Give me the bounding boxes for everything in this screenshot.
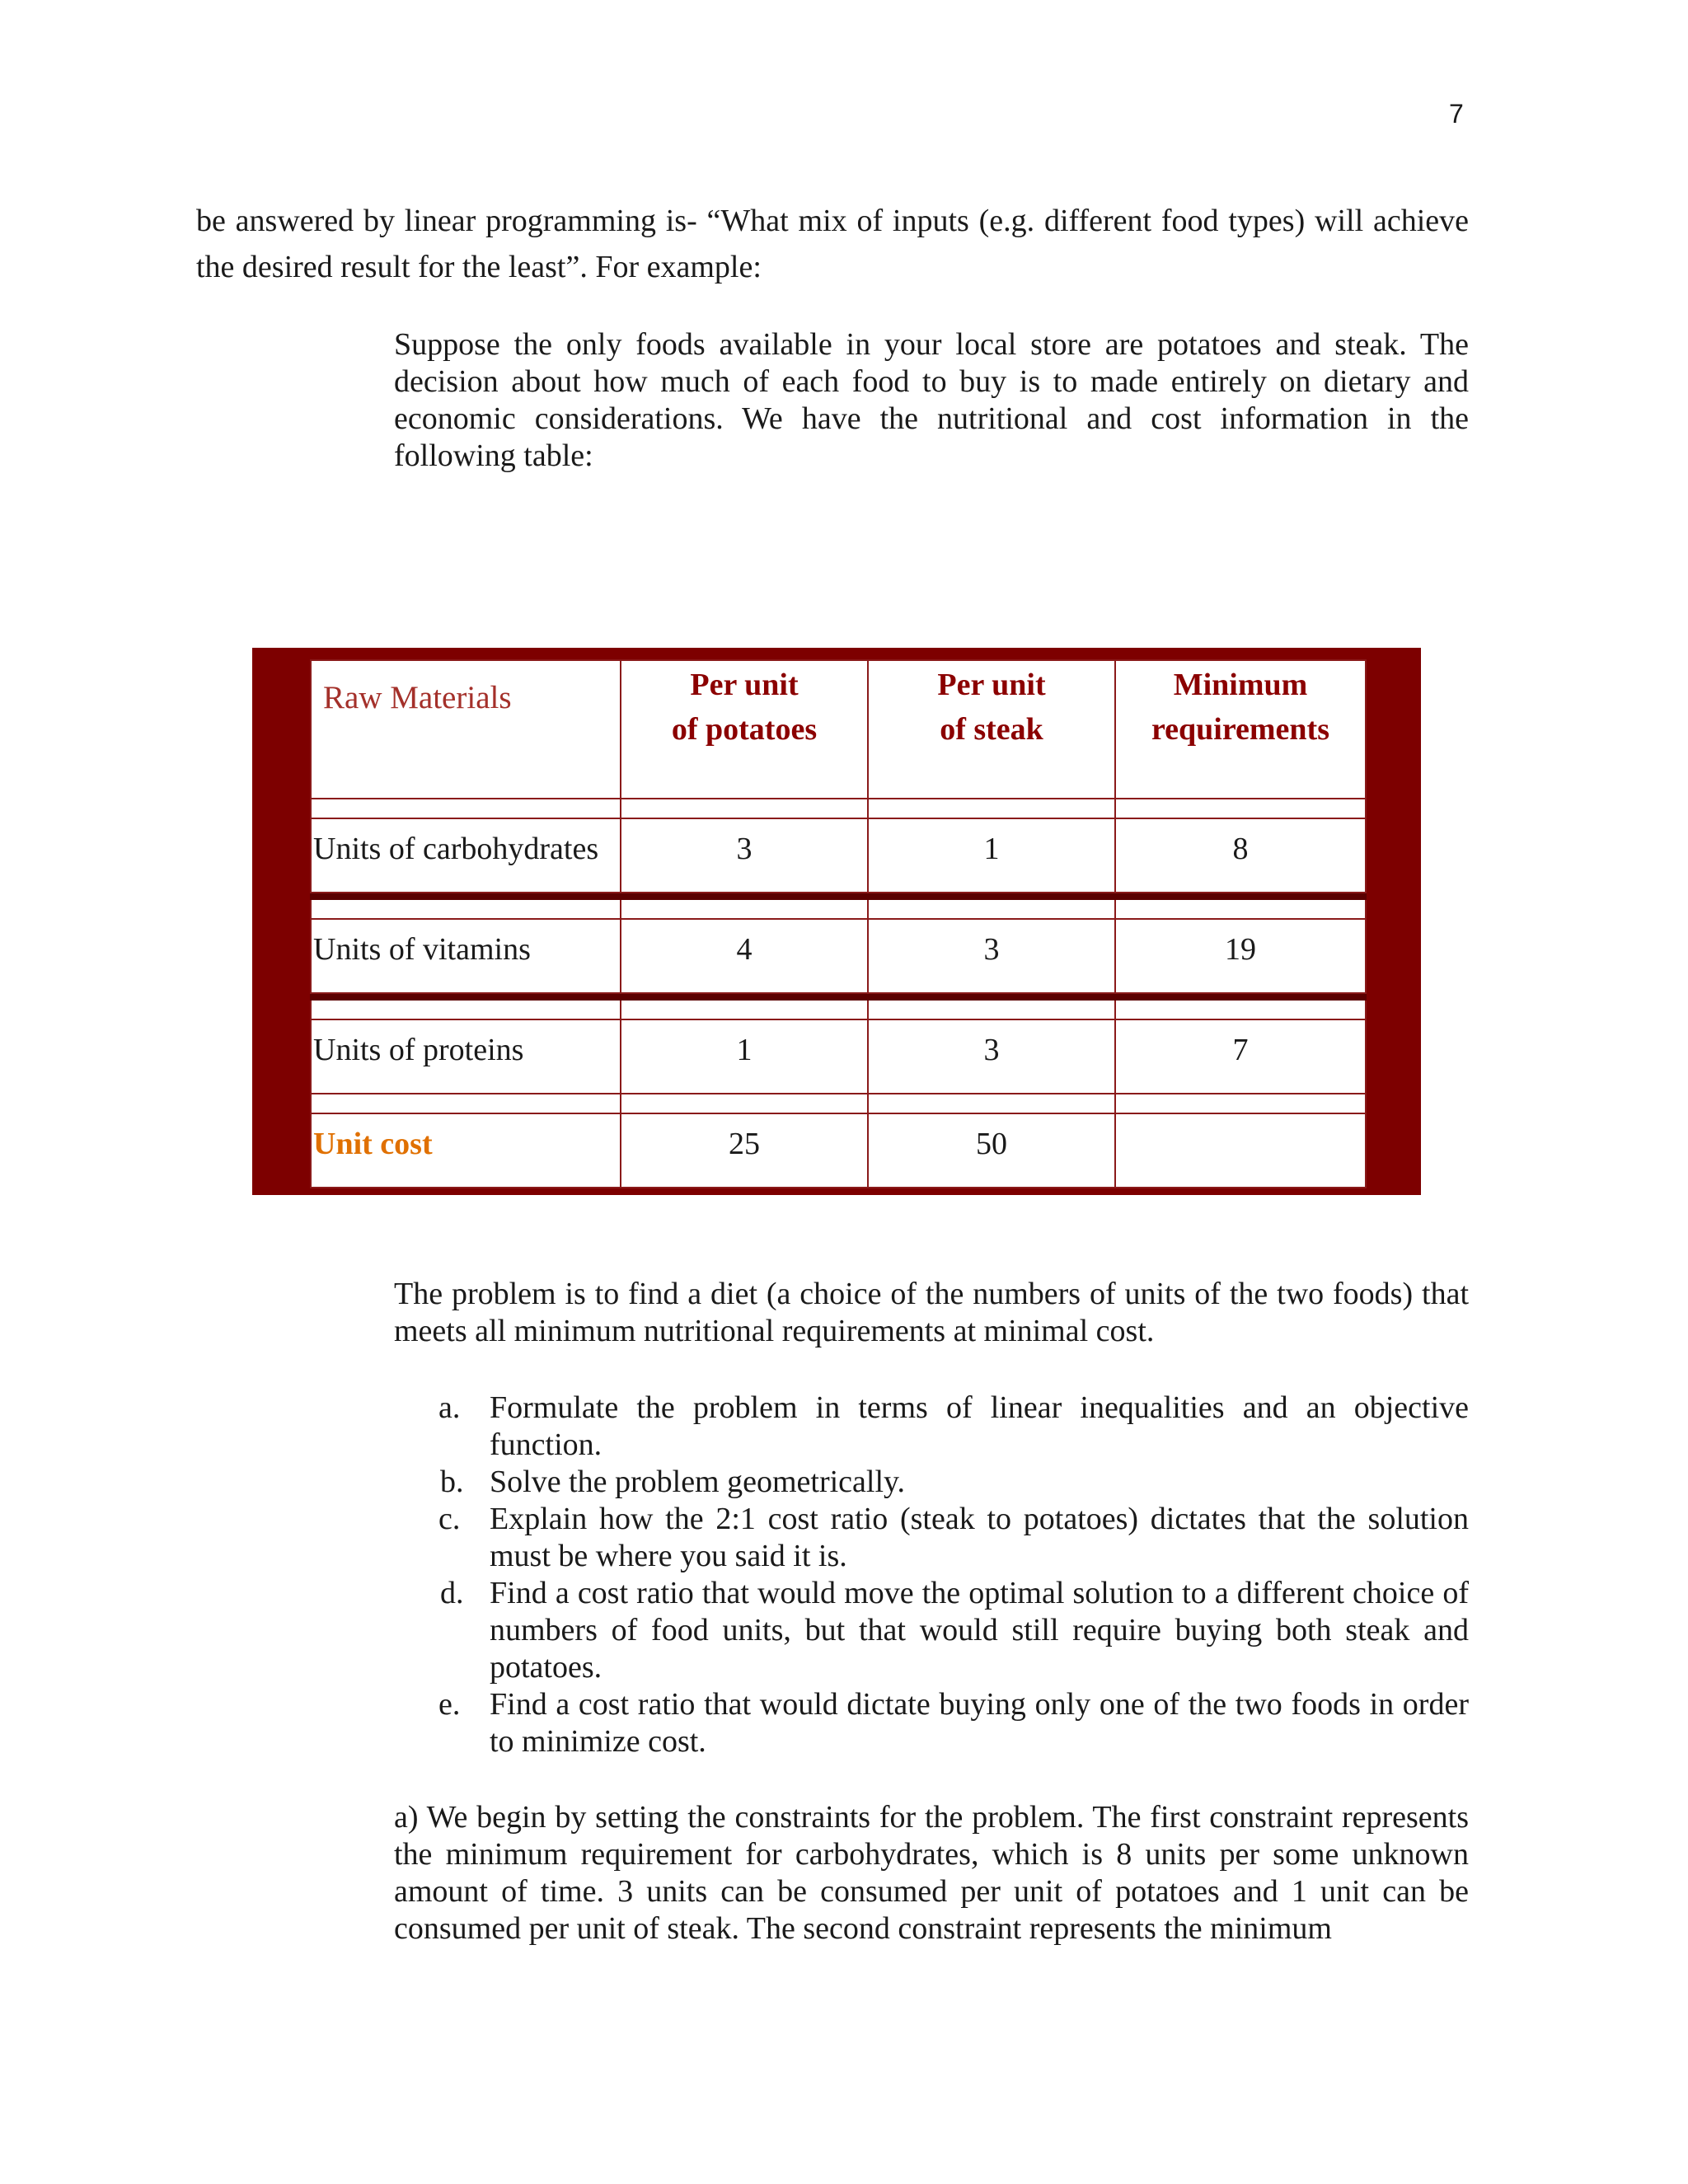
cell-carbs-minimum: 8 [1115,818,1366,893]
cell-vitamins-potatoes: 4 [621,919,868,993]
table-separator [311,893,1366,899]
header-steak-line2: of steak [940,712,1043,747]
list-marker: e. [438,1687,461,1722]
cell-cost-steak: 50 [868,1113,1115,1188]
header-potatoes-line1: Per unit [690,668,799,702]
table-row [311,1113,1366,1188]
row-label-carbohydrates: Units of carbohydrates [311,818,621,893]
question-list [427,1390,1469,1760]
header-raw-materials: Raw Materials [311,660,621,799]
solution-paragraph: a) We begin by setting the constraints for the problem. The first constraint represents the minimum requirement for carbohydrates, which is 8 units per some unknown amount of time. 3 units can be consumed per unit of potatoes and 1 unit can be consumed per unit of steak. The second constraint represents the minimum [394,1800,1469,1946]
list-item [427,1501,1469,1575]
problem-goal: The problem is to find a diet (a choice of the numbers of units of the two foods) that meets all minimum nutritional requirements at minimal cost. [394,1277,1469,1348]
table-spacer-row [311,1094,1366,1113]
cell-vitamins-minimum: 19 [1115,919,1366,993]
list-item [427,1575,1469,1686]
header-minimum-line1: Minimum [1173,668,1308,702]
nutrition-table-frame [252,648,1421,1195]
header-steak [868,660,1115,799]
list-item-text: Find a cost ratio that would dictate buying only one of the two foods in order to minimize cost. [490,1687,1469,1759]
list-marker: a. [438,1390,461,1425]
table-spacer-row [311,899,1366,919]
table-row [311,919,1366,993]
cell-cost-potatoes: 25 [621,1113,868,1188]
list-marker: b. [440,1465,464,1499]
cell-proteins-minimum: 7 [1115,1019,1366,1094]
header-minimum-line2: requirements [1151,712,1329,747]
list-item-text: Solve the problem geometrically. [490,1465,906,1499]
list-item [427,1390,1469,1464]
header-potatoes [621,660,868,799]
cell-proteins-potatoes: 1 [621,1019,868,1094]
list-marker: d. [440,1576,464,1610]
row-label-vitamins: Units of vitamins [311,919,621,993]
list-item-text: Explain how the 2:1 cost ratio (steak to potatoes) dictates that the solution must be where you said it is. [490,1502,1469,1573]
header-minimum [1115,660,1366,799]
cell-cost-minimum [1115,1113,1366,1188]
cell-proteins-steak: 3 [868,1019,1115,1094]
table-spacer-row [311,799,1366,818]
list-item [427,1464,1469,1501]
nutrition-table [310,659,1367,1188]
list-marker: c. [438,1502,461,1536]
row-label-proteins: Units of proteins [311,1019,621,1094]
list-item-text: Find a cost ratio that would move the optimal solution to a different choice of numbers of food units, but that would still require buying both steak and potatoes. [490,1576,1469,1685]
row-label-unit-cost: Unit cost [311,1113,621,1188]
table-separator [311,993,1366,1000]
table-header-row [311,660,1366,799]
header-potatoes-line2: of potatoes [671,712,818,747]
intro-paragraph: be answered by linear programming is- “What mix of inputs (e.g. different food types) will achieve the desired result for the least”. For example: [196,204,1469,284]
table-spacer-row [311,1000,1366,1019]
table-row [311,818,1366,893]
problem-statement: Suppose the only foods available in your local store are potatoes and steak. The decision about how much of each food to buy is to made entirely on dietary and economic considerations. We have the nutritional and cost information in the following table: [394,327,1469,473]
table-row [311,1019,1366,1094]
cell-vitamins-steak: 3 [868,919,1115,993]
header-steak-line1: Per unit [937,668,1046,702]
list-item-text: Formulate the problem in terms of linear inequalities and an objective function. [490,1390,1469,1462]
list-item [427,1686,1469,1760]
cell-carbs-potatoes: 3 [621,818,868,893]
page-number: 7 [1449,99,1464,129]
cell-carbs-steak: 1 [868,818,1115,893]
